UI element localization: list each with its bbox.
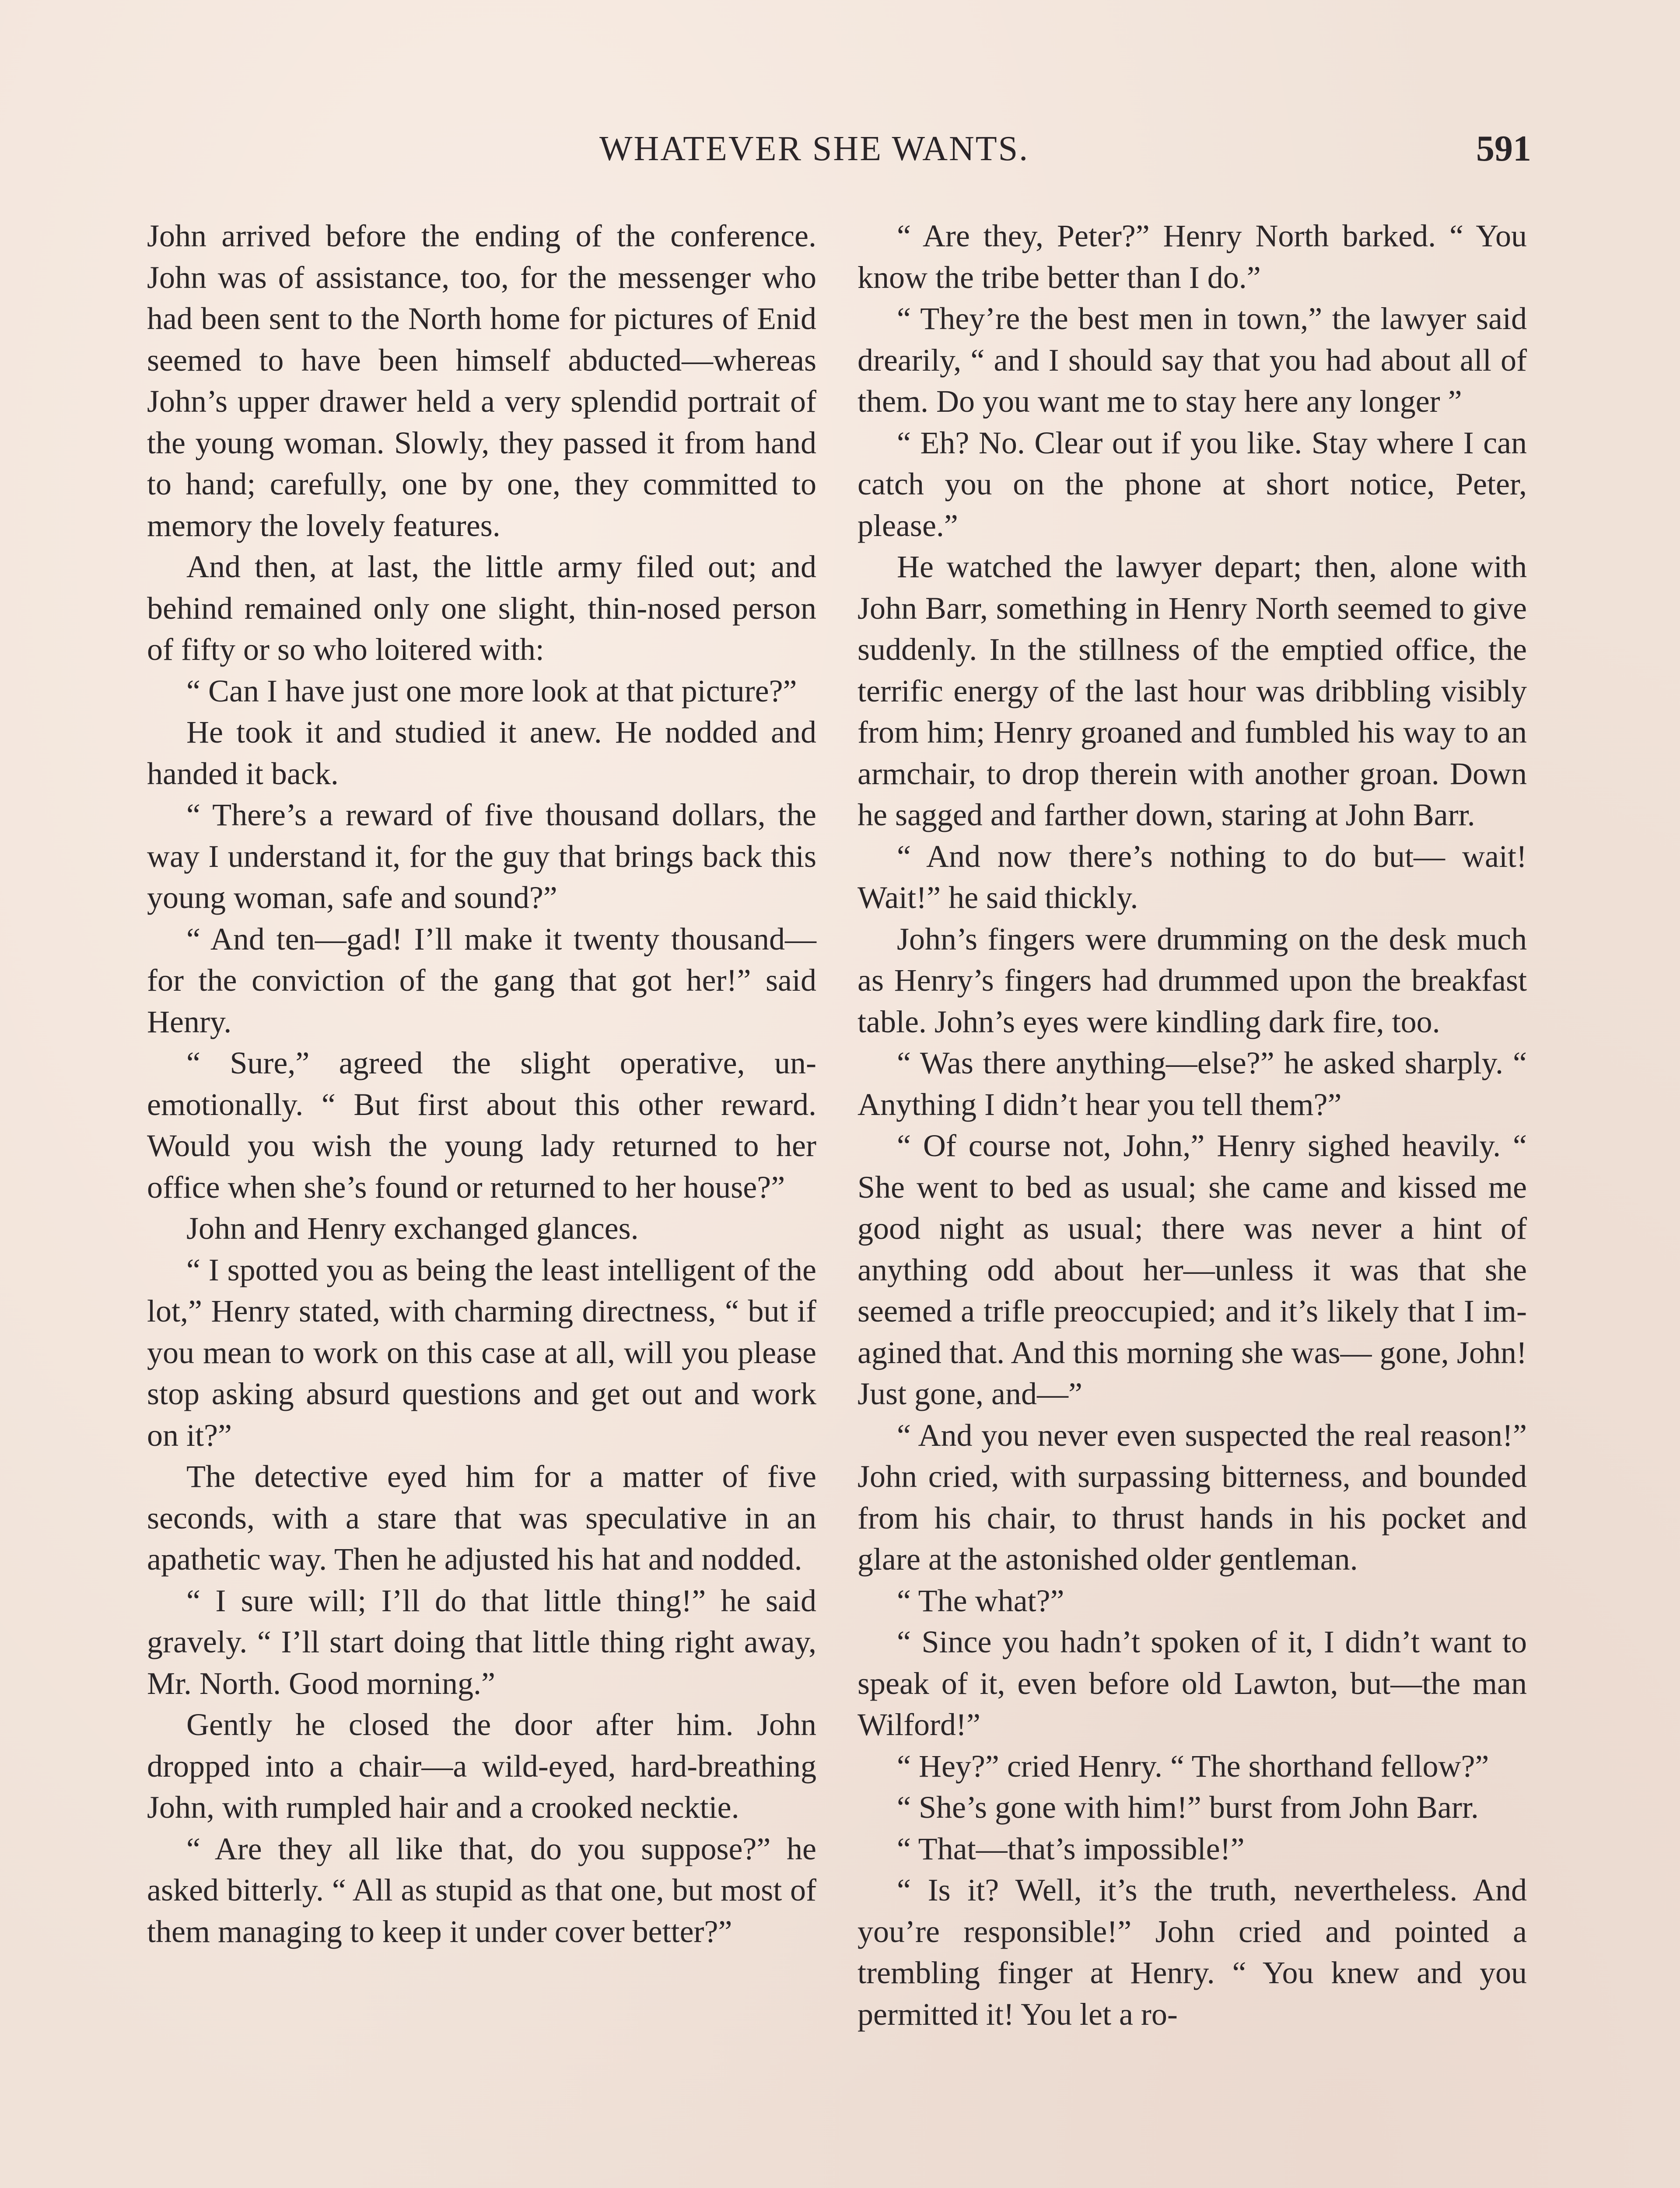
paragraph: “ Are they, Peter?” Henry North barked. “ You know the tribe better than I do.” bbox=[858, 218, 1527, 295]
paragraph: “ They’re the best men in town,” the lawyer said drearily, “ and I should say that you had about all of them. Do you want me to stay here any longer ” bbox=[858, 301, 1527, 419]
paragraph: And then, at last, the little army filed out; and behind remained only one slight, thin-nosed person of fifty or so who loitered with: bbox=[147, 549, 816, 667]
paragraph: “ I sure will; I’ll do that little thing!” he said gravely. “ I’ll start doing that little thing right away, Mr. North. Good morning.” bbox=[147, 1583, 816, 1701]
paragraph: He watched the lawyer depart; then, alone with John Barr, something in Henry North seemed to give suddenly. In the stillness of the emptied office, the terrific energy of the last hour was dribbling visibly from him; Henry groaned and fumbled his way to an armchair, to drop therein with another groan. Down he sagged and farther down, staring at John Barr. bbox=[858, 549, 1527, 832]
paragraph: John’s fingers were drumming on the desk much as Henry’s fingers had drummed upon the breakfast table. John’s eyes were kindling dark fire, too. bbox=[858, 921, 1527, 1039]
paragraph: “ She’s gone with him!” burst from John Barr. bbox=[897, 1790, 1479, 1825]
paragraph: “ Of course not, John,” Henry sighed heavily. “ She went to bed as usual; she came and kissed me good night as usual; there was never a hint of anything odd about her—unless it was that she seemed a trifle preoccupied; and it’s likely that I imagined that. And this morning she was— gone, John! Just gone, and—” bbox=[858, 1128, 1527, 1411]
page-number: 591 bbox=[1476, 128, 1531, 169]
paragraph: “ And you never even suspected the real reason!” John cried, with surpassing bitterness, and bounded from his chair, to thrust hands in his pocket and glare at the astonished older gentleman. bbox=[858, 1417, 1527, 1577]
left-text-column bbox=[147, 215, 816, 1952]
paragraph: He took it and studied it anew. He nodded and handed it back. bbox=[147, 715, 816, 791]
paragraph: “ Can I have just one more look at that picture?” bbox=[186, 673, 797, 708]
running-title: WHATEVER SHE WANTS. bbox=[599, 130, 1029, 168]
paragraph: John arrived before the ending of the conference. John was of assistance, too, for the messenger who had been sent to the North home for pictures of Enid seemed to have been himself abducted—whereas John’s upper drawer held a very splendid portrait of the young woman. Slowly, they passed it from hand to hand; carefully, one by one, they committed to memory the lovely features. bbox=[147, 218, 816, 543]
paragraph: “ I spotted you as being the least intelligent of the lot,” Henry stated, with charming directness, “ but if you mean to work on this case at all, will you please stop asking absurd questions and get out and work on it?” bbox=[147, 1252, 816, 1453]
paragraph: “ And ten—gad! I’ll make it twenty thousand—for the conviction of the gang that got her!” said Henry. bbox=[147, 921, 816, 1039]
paragraph: “ Since you hadn’t spoken of it, I didn’t want to speak of it, even before old Lawton, but—the man Wilford!” bbox=[858, 1624, 1527, 1742]
paragraph: “ And now there’s nothing to do but— wait! Wait!” he said thickly. bbox=[858, 838, 1527, 915]
paragraph: “ Hey?” cried Henry. “ The shorthand fellow?” bbox=[897, 1748, 1489, 1784]
paragraph: Gently he closed the door after him. John dropped into a chair—a wild-eyed, hard-breathing John, with rumpled hair and a crooked necktie. bbox=[147, 1707, 816, 1825]
paragraph: “ Eh? No. Clear out if you like. Stay where I can catch you on the phone at short notice, Peter, please.” bbox=[858, 425, 1527, 543]
paragraph: “ That—that’s impossible!” bbox=[897, 1831, 1245, 1866]
paragraph: “ Is it? Well, it’s the truth, nevertheless. And you’re responsible!” John cried and pointed a trembling finger at Henry. “ You knew and you permitted it! You let a ro- bbox=[858, 1872, 1527, 2032]
paragraph: “ Sure,” agreed the slight operative, unemotionally. “ But first about this other reward. Would you wish the young lady returned to her office when she’s found or returned to her house?” bbox=[147, 1045, 816, 1205]
paragraph: “ There’s a reward of five thousand dollars, the way I understand it, for the guy that brings back this young woman, safe and sound?” bbox=[147, 797, 816, 915]
paragraph: “ Are they all like that, do you suppose?” he asked bitterly. “ All as stupid as that one, but most of them managing to keep it under cover better?” bbox=[147, 1831, 816, 1949]
paragraph: The detective eyed him for a matter of five seconds, with a stare that was speculative in an apathetic way. Then he adjusted his hat and nodded. bbox=[147, 1459, 816, 1577]
right-text-column bbox=[858, 215, 1527, 2035]
paragraph: “ The what?” bbox=[897, 1583, 1064, 1618]
paragraph: “ Was there anything—else?” he asked sharply. “ Anything I didn’t hear you tell them?” bbox=[858, 1045, 1527, 1122]
paragraph: John and Henry exchanged glances. bbox=[186, 1211, 639, 1246]
